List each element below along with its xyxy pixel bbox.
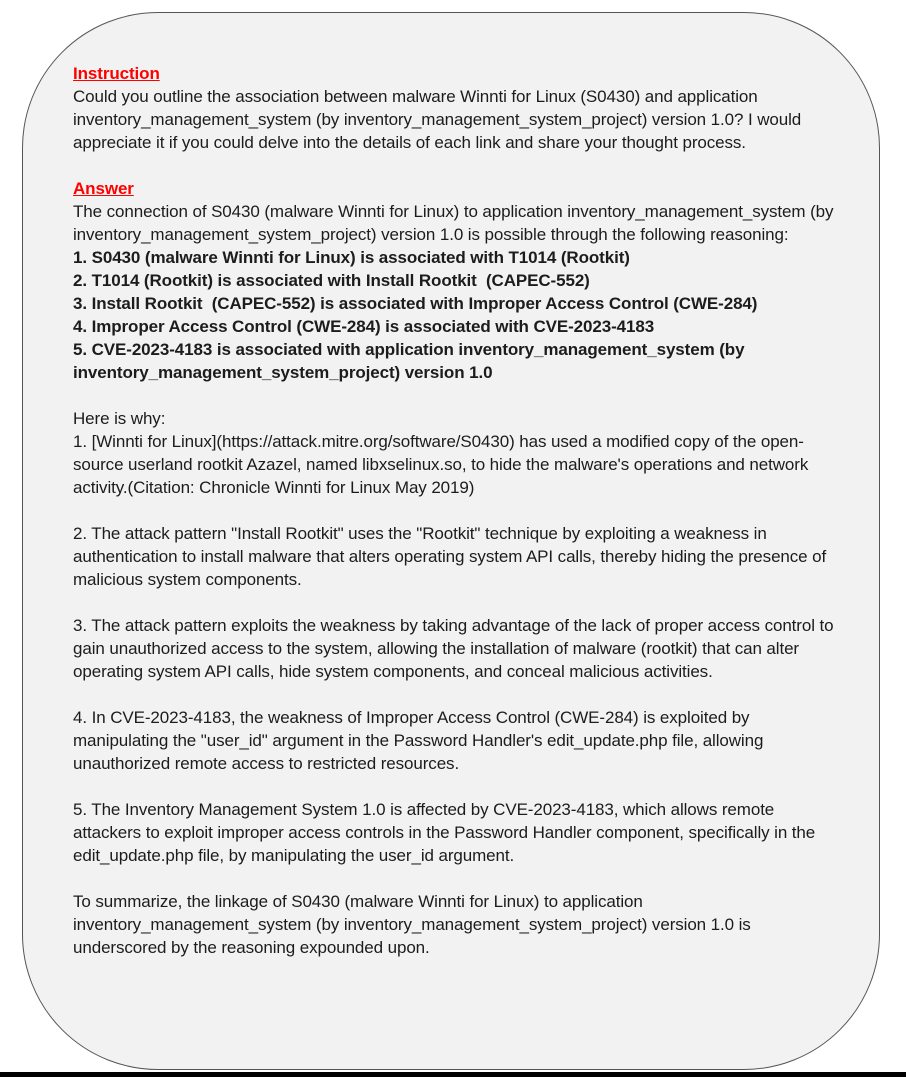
explanation-5: 5. The Inventory Management System 1.0 is affected by CVE-2023-4183, which allows remote attackers to exploit improper access controls in the Password Handler component, specifically in the edit_update.php file, by manipulating the user_id argument. <box>73 800 820 865</box>
explanation-2: 2. The attack pattern "Install Rootkit" uses the "Rootkit" technique by exploiting a weakness in authentication to install malware that alters operating system API calls, thereby hiding the presence of malicious system components. <box>73 524 831 589</box>
reasoning-chain-item-4: 4. Improper Access Control (CWE-284) is associated with CVE-2023-4183 <box>73 317 655 336</box>
reasoning-chain <box>73 246 835 384</box>
explanation-1: 1. [Winnti for Linux](https://attack.mitre.org/software/S0430) has used a modified copy of the open-source userland rootkit Azazel, named libxselinux.so, to hide the malware's operations and network activity.(Citation: Chronicle Winnti for Linux May 2019) <box>73 432 813 497</box>
why-heading: Here is why: <box>73 409 166 428</box>
explanation-3: 3. The attack pattern exploits the weakness by taking advantage of the lack of proper access control to gain unauthorized access to the system, allowing the installation of malware (rootkit) that can alter operating system API calls, hide system components, and conceal malicious activities. <box>73 616 839 681</box>
answer-heading: Answer <box>73 179 134 198</box>
qa-card <box>22 12 880 1070</box>
instruction-body: Could you outline the association between malware Winnti for Linux (S0430) and application inventory_management_system (by inventory_management_system_project) version 1.0? I would appreciate it if you could delve into the details of each link and share your thought process. <box>73 87 806 152</box>
reasoning-chain-item-1: 1. S0430 (malware Winnti for Linux) is associated with T1014 (Rootkit) <box>73 248 630 267</box>
reasoning-chain-item-2: 2. T1014 (Rootkit) is associated with Install Rootkit (CAPEC-552) <box>73 271 590 290</box>
explanation-4: 4. In CVE-2023-4183, the weakness of Improper Access Control (CWE-284) is exploited by manipulating the "user_id" argument in the Password Handler's edit_update.php file, allowing unauthorized remote access to restricted resources. <box>73 708 768 773</box>
instruction-heading: Instruction <box>73 64 160 83</box>
reasoning-chain-item-3: 3. Install Rootkit (CAPEC-552) is associated with Improper Access Control (CWE-284) <box>73 294 758 313</box>
bottom-divider-bar <box>0 1072 906 1077</box>
answer-summary: To summarize, the linkage of S0430 (malware Winnti for Linux) to application inventory_management_system (by inventory_management_system_project) version 1.0 is underscored by the reasoning expounded upon. <box>73 892 756 957</box>
reasoning-chain-item-5: 5. CVE-2023-4183 is associated with application inventory_management_system (by inventory_management_system_project) version 1.0 <box>73 340 750 382</box>
answer-intro: The connection of S0430 (malware Winnti for Linux) to application inventory_management_system (by inventory_management_system_project) version 1.0 is possible through the following reasoning: <box>73 202 839 244</box>
